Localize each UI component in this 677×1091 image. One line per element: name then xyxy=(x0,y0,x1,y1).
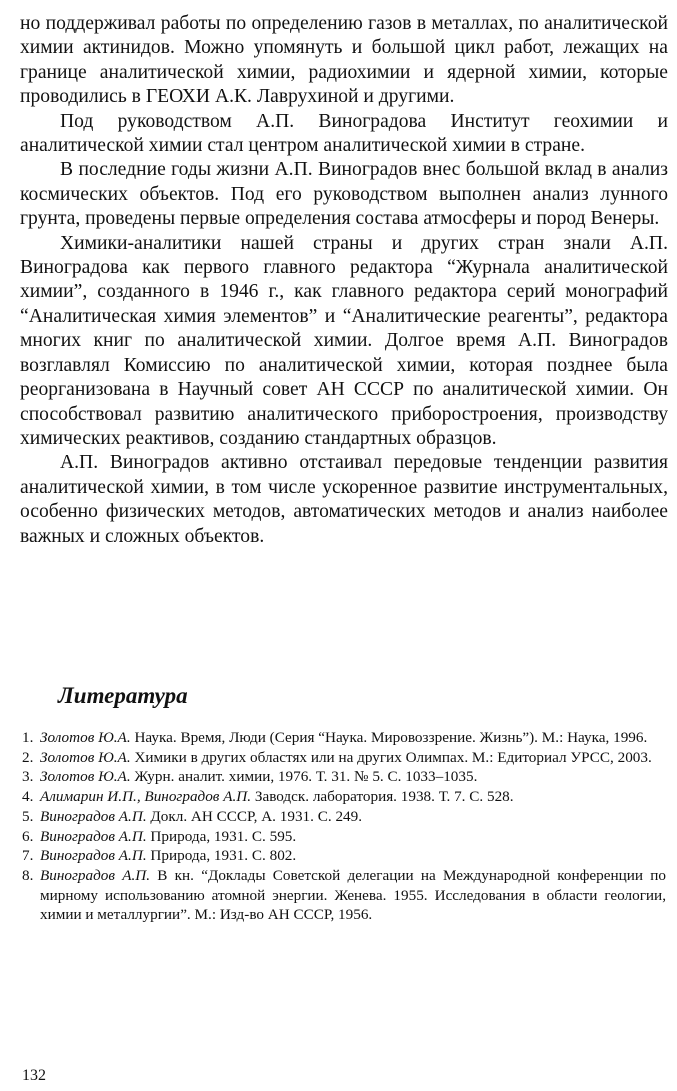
reference-text: Природа, 1931. С. 595. xyxy=(146,827,297,845)
reference-number: 7. xyxy=(22,847,34,865)
reference-item xyxy=(22,767,666,787)
reference-item xyxy=(22,787,666,807)
reference-author: Золотов Ю.А. xyxy=(40,768,131,786)
literature-heading: Литература xyxy=(58,683,188,708)
reference-text: Природа, 1931. С. 802. xyxy=(146,847,297,865)
reference-author: Виноградов А.П. xyxy=(40,866,151,884)
reference-item xyxy=(22,728,666,748)
paragraph: Под руководством А.П. Виноградова Институт геохимии и аналитической химии стал центром аналитической химии в стране. xyxy=(20,110,668,157)
reference-author: Золотов Ю.А. xyxy=(40,748,131,766)
reference-author: Виноградов А.П. xyxy=(40,847,147,865)
reference-text: В кн. “Доклады Советской делегации на Международной конференции по мирному использованию атомной энергии. Женева. 1955. Исследования в области геологии, химии и металлургии”. М.: Изд-во АН СССР, 1956. xyxy=(40,866,666,924)
reference-text: Журн. аналит. химии, 1976. Т. 31. № 5. С. 1033–1035. xyxy=(130,768,478,786)
reference-number: 4. xyxy=(22,788,34,806)
reference-text: Химики в других областях или на других Олимпах. М.: Едиториал УРСС, 2003. xyxy=(130,748,652,766)
reference-number: 6. xyxy=(22,827,34,845)
paragraph: но поддерживал работы по определению газов в металлах, по аналитической химии актинидов. Можно упомянуть и большой цикл работ, лежащих на границе аналитической химии, радиохимии и ядерной химии, которые проводились в ГЕОХИ А.К. Лаврухиной и другими. xyxy=(20,13,668,108)
page-number: 132 xyxy=(22,1067,46,1084)
paragraph: Химики-аналитики нашей страны и других стран знали А.П. Виноградова как первого главного редактора “Журнала аналитической химии”, созданного в 1946 г., как главного редактора серий монографий “Аналитическая химия элементов” и “Аналитические реагенты”, редактора многих книг по аналитической химии. Долгое время А.П. Виноградов возглавлял Комиссию по аналитической химии, которая позднее была реорганизована в Научный совет АН СССР по аналитической химии. Он способствовал развитию аналитического приборостроения, производству химических реактивов, созданию стандартных образцов. xyxy=(20,232,668,449)
reference-number: 8. xyxy=(22,866,34,884)
reference-author: Золотов Ю.А. xyxy=(40,729,131,746)
reference-item xyxy=(22,807,666,827)
reference-text: Докл. АН СССР, А. 1931. С. 249. xyxy=(146,807,363,825)
reference-number: 1. xyxy=(22,729,34,746)
reference-number: 3. xyxy=(22,768,34,786)
reference-item xyxy=(22,748,666,768)
body-text xyxy=(20,12,668,549)
reference-item xyxy=(22,827,666,847)
reference-author: Виноградов А.П. xyxy=(40,807,147,825)
reference-item xyxy=(22,846,666,866)
reference-text: Наука. Время, Люди (Серия “Наука. Мировоззрение. Жизнь”). М.: Наука, 1996. xyxy=(130,729,648,746)
reference-number: 5. xyxy=(22,807,34,825)
reference-author: Алимарин И.П., Виноградов А.П. xyxy=(40,788,252,806)
reference-author: Виноградов А.П. xyxy=(40,827,147,845)
paragraph: В последние годы жизни А.П. Виноградов внес большой вклад в анализ космических объектов. Под его руководством выполнен анализ лунного грунта, проведены первые определения состава атмосферы и пород Венеры. xyxy=(20,159,668,230)
paragraph: А.П. Виноградов активно отстаивал передовые тенденции развития аналитической химии, в том числе ускоренное развитие инструментальных, особенно физических методов, автоматических методов и анализ наиболее важных и сложных объектов. xyxy=(20,452,668,547)
reference-list xyxy=(22,728,666,925)
reference-number: 2. xyxy=(22,748,34,766)
reference-item xyxy=(22,866,666,925)
reference-text: Заводск. лаборатория. 1938. Т. 7. С. 528. xyxy=(251,788,514,806)
